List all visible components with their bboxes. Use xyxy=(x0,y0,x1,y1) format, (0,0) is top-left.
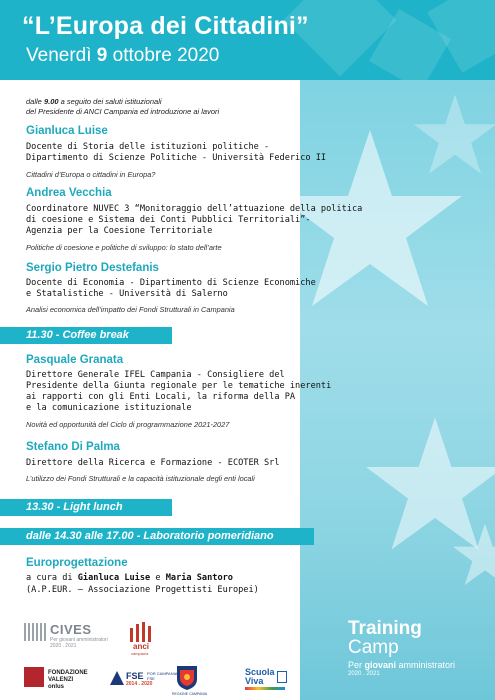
training-camp-camp: Camp xyxy=(348,637,399,658)
scuola-viva-icon xyxy=(277,671,287,683)
fse-logo: FSE xyxy=(126,671,144,681)
speaker-role: Direttore Generale IFEL Campania - Consigliere del Presidente della Giunta regionale per le tematiche inerenti ai rapporti con gli Enti Locali, la riforma della PA e la comunicazione istituzionale xyxy=(26,370,332,413)
anci-logo-icon xyxy=(128,620,154,644)
cives-logo-sub: Per giovani amministratori 2020 . 2021 xyxy=(50,637,108,649)
page-title: “L’Europa dei Cittadini” xyxy=(22,12,309,40)
scuola-viva-stripe xyxy=(245,687,285,690)
anci-logo-sub: campania xyxy=(131,651,149,656)
fse-years: 2014 . 2020 xyxy=(126,681,153,687)
star-icon xyxy=(450,520,495,590)
coffee-break-bar: 11.30 - Coffee break xyxy=(0,327,172,344)
speaker-name: Sergio Pietro Destefanis xyxy=(26,262,159,274)
speaker-role: Docente di Storia delle istituzioni politiche - Dipartimento di Scienze Politiche - Università Federico II xyxy=(26,142,327,163)
speaker-name: Gianluca Luise xyxy=(26,125,108,137)
speaker-role: Docente di Economia - Dipartimento di Scienze Economiche e Statalistiche - Università di Salerno xyxy=(26,278,316,299)
scuola-viva-logo: Scuola Viva xyxy=(245,667,275,686)
lunch-bar: 13.30 - Light lunch xyxy=(0,499,172,516)
intro-text: dalle 9.00 a seguito dei saluti istituzionali del Presidente di ANCI Campania ed introduzione ai lavori xyxy=(26,97,220,116)
sponsor-logos xyxy=(0,610,300,700)
regione-campania-shield-icon xyxy=(176,665,198,691)
speaker-name: Andrea Vecchia xyxy=(26,187,112,199)
cives-logo: CIVES xyxy=(50,622,92,637)
training-camp-title: Training xyxy=(348,618,422,639)
cives-logo-icon xyxy=(24,623,46,641)
fse-logo-icon xyxy=(110,671,124,685)
fse-por: POR CAMPANIA FSE xyxy=(147,671,178,681)
speaker-name: Pasquale Granata xyxy=(26,354,124,366)
speaker-name: Stefano Di Palma xyxy=(26,441,120,453)
lab-description: a cura di Gianluca Luise e Maria Santoro (A.P.EUR. – Associazione Progettisti Europei) xyxy=(26,573,259,595)
anci-logo: anci xyxy=(133,642,150,651)
header-banner xyxy=(0,0,495,80)
speaker-topic: Cittadini d’Europa o cittadini in Europa? xyxy=(26,170,156,179)
speaker-topic: L’utilizzo dei Fondi Strutturali e la capacità istituzionale degli enti locali xyxy=(26,474,255,483)
star-icon xyxy=(410,90,495,180)
lab-bar: dalle 14.30 alle 17.00 - Laboratorio pomeridiano xyxy=(0,528,314,545)
fondazione-valenzi-icon xyxy=(24,667,44,687)
page-subtitle: Venerdì 9 ottobre 2020 xyxy=(26,45,220,66)
speaker-role: Coordinatore NUVEC 3 “Monitoraggio dell’attuazione della politica di coesione e Sistema dei Conti Pubblici Territoriali”- Agenzia per la Coesione Territoriale xyxy=(26,204,363,236)
training-camp-subtitle: Per giovani amministratori xyxy=(348,660,456,670)
training-camp-years: 2020 . 2021 xyxy=(348,671,380,677)
speaker-topic: Politiche di coesione e politiche di sviluppo: lo stato dell’arte xyxy=(26,243,222,252)
speaker-topic: Novità ed opportunità del Ciclo di programmazione 2021-2027 xyxy=(26,420,230,429)
lab-title: Europrogettazione xyxy=(26,557,128,569)
speaker-role: Direttore della Ricerca e Formazione - ECOTER Srl xyxy=(26,458,280,468)
fondazione-valenzi-logo: FONDAZIONE VALENZI onlus xyxy=(48,670,88,690)
regione-campania-logo: REGIONE CAMPANIA xyxy=(172,692,208,696)
speaker-topic: Analisi economica dell’impatto dei Fondi Strutturali in Campania xyxy=(26,305,235,314)
